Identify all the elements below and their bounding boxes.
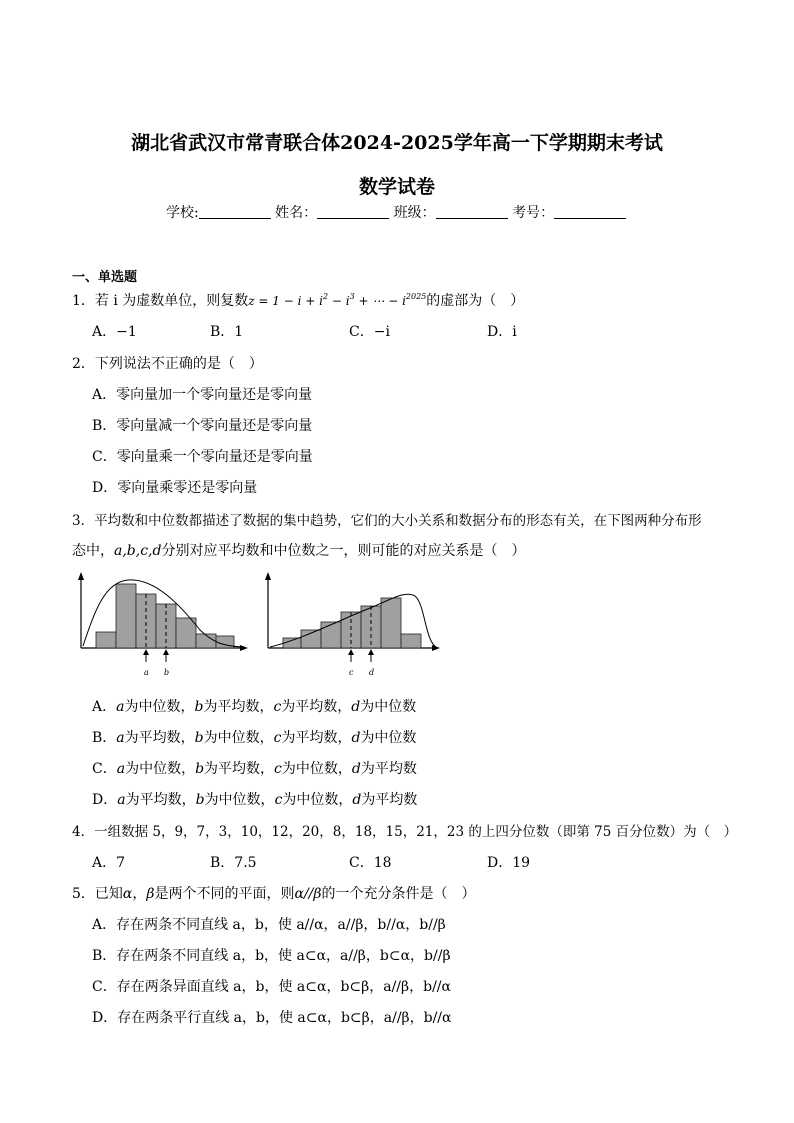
q3-vars: a,b,c,d bbox=[114, 543, 162, 559]
label-d: d bbox=[369, 668, 375, 677]
section-heading: 一、单选题 bbox=[72, 270, 138, 285]
field-school-blank[interactable] bbox=[199, 206, 271, 219]
q1-option-a[interactable]: A．−1 bbox=[92, 324, 137, 340]
field-id-blank[interactable] bbox=[554, 206, 626, 219]
field-name-label: 姓名： bbox=[275, 205, 318, 221]
q3-option-c[interactable]: C．a为中位数，b为平均数，c为中位数，d为平均数 bbox=[92, 761, 417, 777]
q1-option-b[interactable]: B．1 bbox=[210, 324, 244, 340]
q1-text-post: 的虚部为（ ） bbox=[426, 293, 525, 309]
question-4-stem: 4．一组数据 5，9，7，3，10，12，20，8，18，15，21，23 的上四分位数（即第 75 百分位数）为（ ） bbox=[72, 824, 738, 840]
question-1-stem bbox=[72, 290, 524, 310]
label-c: c bbox=[349, 668, 354, 677]
field-id-label: 考号： bbox=[512, 205, 555, 221]
q4-option-b[interactable]: B．7.5 bbox=[210, 855, 257, 871]
field-school-label: 学校: bbox=[166, 205, 199, 221]
question-2-stem: 2．下列说法不正确的是（ ） bbox=[72, 356, 263, 372]
q5-option-d[interactable]: D．存在两条平行直线 a，b，使 a⊂α，b⊂β，a//β，b//α bbox=[92, 1010, 452, 1026]
q4-option-c[interactable]: C．18 bbox=[349, 855, 392, 871]
q2-option-d[interactable]: D．零向量乘零还是零向量 bbox=[92, 480, 258, 496]
q2-option-b[interactable]: B．零向量减一个零向量还是零向量 bbox=[92, 418, 313, 434]
field-name-blank[interactable] bbox=[317, 206, 389, 219]
q1-option-c[interactable]: C．−i bbox=[349, 324, 390, 340]
right-histogram bbox=[265, 572, 440, 677]
q5-option-c[interactable]: C．存在两条异面直线 a，b，使 a⊂α，b⊂β，a//β，b//α bbox=[92, 979, 451, 995]
exam-title: 湖北省武汉市常青联合体2024-2025学年高一下学期期末考试 bbox=[131, 132, 663, 154]
field-class-label: 班级： bbox=[393, 205, 436, 221]
q1-formula: $z = 1 - i + i^2 - i^3$ + ⋯ − $i^{2025}$ bbox=[248, 292, 427, 308]
q2-option-c[interactable]: C．零向量乘一个零向量还是零向量 bbox=[92, 449, 313, 465]
exam-subtitle: 数学试卷 bbox=[358, 176, 435, 198]
q5-option-b[interactable]: B．存在两条不同直线 a，b，使 a⊂α，a//β，b⊂α，b//β bbox=[92, 948, 451, 964]
q5-option-a[interactable]: A．存在两条不同直线 a，b，使 a//α，a//β，b//α，b//β bbox=[92, 917, 446, 933]
field-class-blank[interactable] bbox=[436, 206, 508, 219]
q4-option-a[interactable]: A．7 bbox=[92, 855, 126, 871]
question-3-stem-line2: 态中，a,b,c,d分别对应平均数和中位数之一，则可能的对应关系是（ ） bbox=[72, 543, 526, 559]
info-fields bbox=[166, 202, 626, 222]
q3-option-a[interactable]: A．a为中位数，b为平均数，c为平均数，d为中位数 bbox=[92, 699, 417, 715]
label-a: a bbox=[144, 668, 149, 677]
q3-distribution-figure bbox=[70, 570, 450, 682]
left-histogram bbox=[78, 572, 248, 677]
q3-option-b[interactable]: B．a为平均数，b为中位数，c为平均数，d为中位数 bbox=[92, 730, 417, 746]
question-5-stem: 5．已知α，β是两个不同的平面，则α//β的一个充分条件是（ ） bbox=[72, 886, 476, 902]
q3-option-d[interactable]: D．a为平均数，b为中位数，c为中位数，d为平均数 bbox=[92, 792, 418, 808]
label-b: b bbox=[164, 668, 170, 677]
q4-option-d[interactable]: D．19 bbox=[487, 855, 531, 871]
q1-text-pre: 1．若 i 为虚数单位，则复数 bbox=[72, 293, 249, 309]
q2-option-a[interactable]: A．零向量加一个零向量还是零向量 bbox=[92, 387, 313, 403]
q1-option-d[interactable]: D．i bbox=[487, 324, 517, 340]
question-3-stem-line1: 3．平均数和中位数都描述了数据的集中趋势，它们的大小关系和数据分布的形态有关，在下图两种分布形 bbox=[72, 513, 702, 529]
